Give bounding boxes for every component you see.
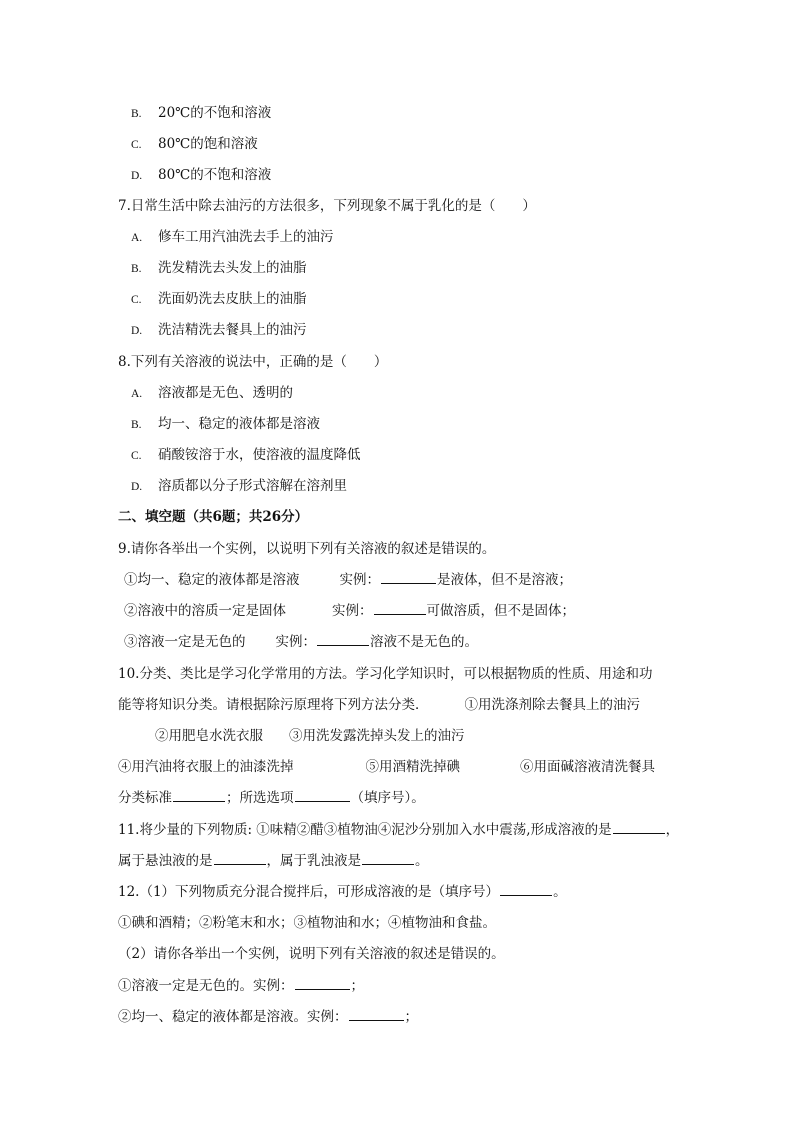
q8-option-d	[131, 477, 347, 496]
example-label: 实例：	[339, 572, 380, 588]
section-heading: 二、填空题（共6题；共26分）	[118, 509, 309, 525]
q8-stem: 8.下列有关溶液的说法中，正确的是（ ）	[118, 354, 388, 370]
option-text: 80℃的饱和溶液	[158, 136, 258, 152]
q6-option-d	[131, 166, 271, 185]
q12-line-4	[118, 977, 364, 995]
q6-option-b	[131, 104, 271, 123]
q10-criterion-label: 分类标准	[118, 790, 172, 806]
q11-stem: 11.将少量的下列物质: ①味精②醋③植物油④泥沙分别加入水中震荡,形成溶液的是	[118, 822, 612, 838]
option-label: B.	[131, 108, 142, 120]
option-label: B.	[131, 263, 142, 275]
q8-option-a	[131, 384, 293, 403]
example-label: 实例：	[275, 634, 316, 650]
q11-emulsion-label: ，属于乳浊液是	[266, 853, 361, 869]
answer-blank[interactable]	[173, 789, 225, 802]
q9-item-3	[124, 633, 478, 651]
option-label: C.	[131, 450, 142, 462]
q12-line-5	[118, 1008, 418, 1026]
q12-punct: ；	[350, 978, 364, 994]
option-label: C.	[131, 294, 142, 306]
claim-tail: 可做溶质，但不是固体；	[426, 603, 575, 619]
q12-line-2: ①碘和酒精；②粉笔末和水；③植物油和水；④植物油和食盐。	[118, 915, 496, 931]
q10-line-5	[118, 789, 425, 807]
answer-blank[interactable]	[381, 571, 436, 584]
q11-line-2	[118, 852, 429, 870]
claim-text: ②溶液中的溶质一定是固体	[124, 603, 286, 619]
answer-blank[interactable]	[500, 883, 552, 896]
answer-blank[interactable]	[349, 1008, 404, 1021]
q7-option-d	[131, 321, 307, 340]
claim-tail: 溶液不是无色的。	[370, 634, 478, 650]
q12-claim-1: ①溶液一定是无色的。实例：	[118, 978, 294, 994]
q12-punct: ；	[404, 1009, 418, 1025]
q8-option-b	[131, 415, 320, 434]
option-label: C.	[131, 139, 142, 151]
q10-options-label: ；所选选项	[226, 790, 294, 806]
option-text: 20℃的不饱和溶液	[158, 105, 272, 121]
q10-method-6: ⑥用面碱溶液清洗餐具	[520, 759, 655, 775]
q7-stem: 7.日常生活中除去油污的方法很多，下列现象不属于乳化的是（ ）	[118, 198, 536, 214]
q12-line-3: （2）请你各举出一个实例，说明下列有关溶液的叙述是错误的。	[118, 946, 505, 962]
option-text: 修车工用汽油洗去手上的油污	[158, 229, 334, 245]
q9-item-2	[124, 602, 575, 620]
q10-hint: （填序号）。	[350, 790, 425, 806]
q10-line-4	[118, 758, 655, 776]
option-label: D.	[131, 325, 143, 337]
option-label: D.	[131, 170, 143, 182]
q9-stem: 9.请你各举出一个实例，以说明下列有关溶液的叙述是错误的。	[118, 541, 496, 557]
q12-stem: 12.（1）下列物质充分混合搅拌后，可形成溶液的是（填序号）	[118, 884, 500, 900]
answer-blank[interactable]	[295, 789, 350, 802]
q12-end: 。	[553, 884, 567, 900]
q7-option-c	[131, 290, 307, 309]
claim-text: ①均一、稳定的液体都是溶液	[124, 572, 300, 588]
option-text: 溶液都是无色、透明的	[158, 385, 293, 401]
answer-blank[interactable]	[214, 852, 266, 865]
option-text: 80℃的不饱和溶液	[158, 167, 272, 183]
q12-line-1	[118, 883, 567, 901]
option-text: 溶质都以分子形式溶解在溶剂里	[158, 478, 347, 494]
option-text: 均一、稳定的液体都是溶液	[158, 416, 320, 432]
q7-option-a	[131, 228, 334, 247]
q10-method-2: ②用肥皂水洗衣服	[155, 728, 263, 744]
q11-punct: ，	[665, 822, 680, 838]
q10-method-3: ③用洗发露洗掉头发上的油污	[289, 728, 465, 744]
option-text: 洗面奶洗去皮肤上的油脂	[158, 291, 307, 307]
option-label: A.	[131, 232, 143, 244]
claim-tail: 是液体，但不是溶液；	[437, 572, 572, 588]
q11-line-1	[118, 821, 679, 839]
q7-option-b	[131, 259, 307, 278]
q11-suspension-label: 属于悬浊液的是	[118, 853, 213, 869]
q11-end: 。	[415, 853, 429, 869]
q10-intro: 能等将知识分类。请根据除污原理将下列方法分类．	[118, 697, 429, 713]
q9-item-1	[124, 571, 572, 589]
claim-text: ③溶液一定是无色的	[124, 634, 246, 650]
option-label: B.	[131, 419, 142, 431]
answer-blank[interactable]	[317, 633, 369, 646]
q10-method-1: ①用洗涤剂除去餐具上的油污	[464, 697, 640, 713]
q10-line-1: 10.分类、类比是学习化学常用的方法。学习化学知识时，可以根据物质的性质、用途和功	[118, 666, 653, 682]
q10-line-3	[155, 727, 465, 745]
q8-option-c	[131, 446, 361, 465]
option-label: D.	[131, 481, 143, 493]
option-text: 硝酸铵溶于水，使溶液的温度降低	[158, 447, 361, 463]
q10-method-4: ④用汽油将衣服上的油漆洗掉	[118, 759, 294, 775]
option-text: 洗洁精洗去餐具上的油污	[158, 322, 307, 338]
answer-blank[interactable]	[362, 852, 414, 865]
q6-option-c	[131, 135, 258, 154]
example-label: 实例：	[332, 603, 373, 619]
q10-method-5: ⑤用酒精洗掉碘	[365, 759, 460, 775]
q12-claim-2: ②均一、稳定的液体都是溶液。实例：	[118, 1009, 348, 1025]
answer-blank[interactable]	[374, 602, 426, 615]
q10-line-2	[118, 696, 640, 714]
answer-blank[interactable]	[295, 977, 350, 990]
option-text: 洗发精洗去头发上的油脂	[158, 260, 307, 276]
answer-blank[interactable]	[613, 821, 665, 834]
option-label: A.	[131, 388, 143, 400]
